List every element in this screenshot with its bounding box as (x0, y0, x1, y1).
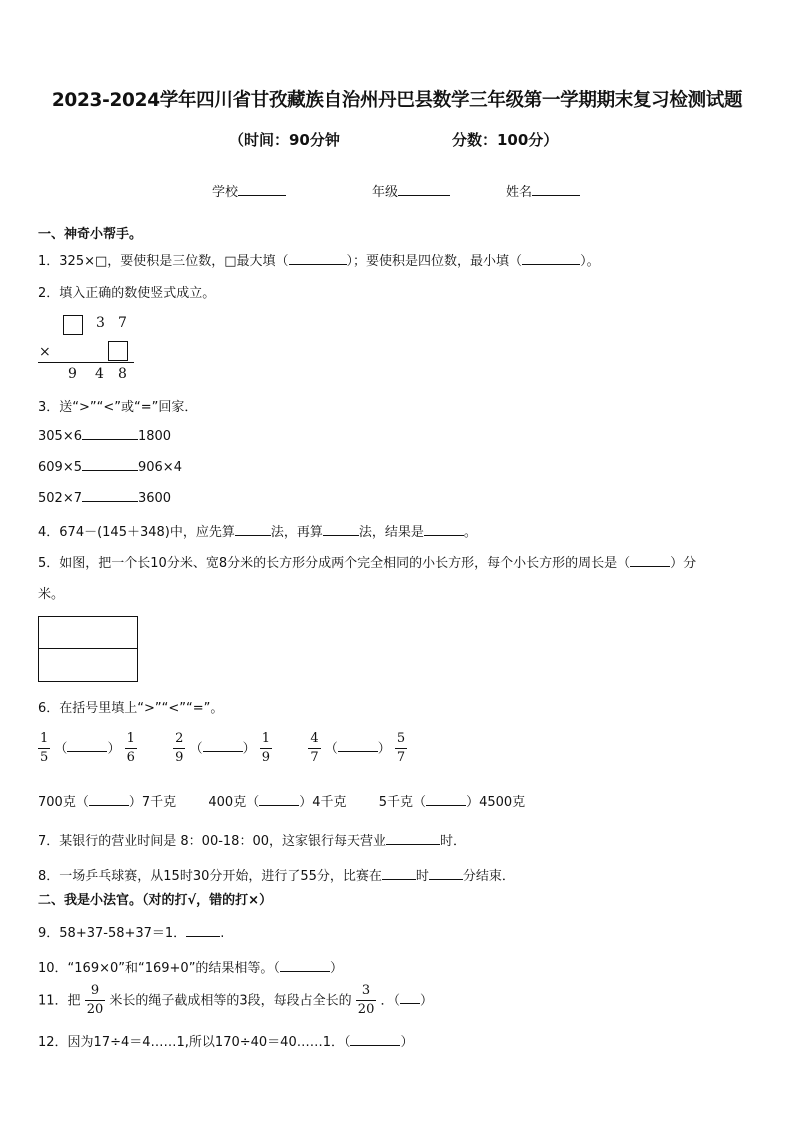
q2-digit: 7 (118, 315, 127, 331)
q3-blank[interactable] (82, 427, 138, 440)
q3-left: 609×5 (38, 460, 82, 475)
paren-close: ） (377, 741, 391, 757)
q4-blank-2[interactable] (323, 523, 359, 536)
q1-blank-1[interactable] (289, 252, 347, 265)
q5-text-a: 5．如图，把一个长10分米、宽8分米的长方形分成两个完全相同的小长方形，每个小长方形的周长是（ (38, 556, 631, 571)
paren-close: ） (242, 741, 256, 757)
q9-text-a: 9．58+37-58+37＝1． (38, 926, 187, 941)
fraction: $\frac{1}{6}$ (126, 731, 135, 766)
question-5 (38, 552, 696, 571)
q3-left: 305×6 (38, 429, 82, 444)
question-1 (38, 250, 600, 269)
question-10 (38, 957, 343, 976)
q8-text-a: 8．一场乒乓球赛，从15时30分开始，进行了55分，比赛在 (38, 869, 382, 884)
q3-right: 3600 (137, 491, 172, 506)
q6-blank[interactable] (338, 739, 378, 752)
q6-fraction-row (38, 732, 407, 766)
q3-left: 502×7 (38, 491, 82, 506)
q6-blank[interactable] (89, 793, 129, 806)
fraction: $\frac{4}{7}$ (310, 731, 319, 766)
q7-blank[interactable] (386, 832, 440, 845)
q6-weight-row (38, 791, 525, 810)
q4-blank-1[interactable] (235, 523, 271, 536)
fraction: $\frac{9}{20}$ (86, 983, 104, 1018)
q4-text-a: 4．674－(145＋348)中，应先算 (38, 525, 235, 540)
paren-close: ） (107, 741, 121, 757)
q4-text-d: 。 (463, 525, 477, 540)
q2-rule-line (38, 362, 134, 363)
q7-text-b: 时． (440, 834, 467, 849)
weight-left: 700克（ (38, 795, 89, 810)
q1-blank-2[interactable] (522, 252, 580, 265)
q10-blank[interactable] (280, 959, 330, 972)
q3-right: 906×4 (137, 460, 182, 475)
q6-blank[interactable] (203, 739, 243, 752)
q8-text-b: 时 (415, 869, 429, 884)
exam-score: 分数：100分） (452, 131, 559, 149)
q5-text-b: ）分 (670, 556, 697, 571)
question-8 (38, 865, 515, 884)
name-field[interactable] (506, 181, 580, 200)
section-1-title: 一、神奇小帮手。 (38, 227, 143, 242)
weight-right: ）4千克 (299, 795, 347, 810)
q6-blank[interactable] (259, 793, 299, 806)
q5-line-2: 米。 (38, 587, 65, 602)
q8-blank-2[interactable] (429, 867, 463, 880)
fraction: $\frac{1}{9}$ (261, 731, 271, 766)
q9-blank[interactable] (186, 924, 220, 937)
rectangle-divider (39, 648, 137, 649)
weight-left: 5千克（ (378, 795, 427, 810)
question-9 (38, 922, 224, 941)
q2-box-top[interactable] (63, 315, 83, 335)
q10-text-b: ） (329, 961, 343, 976)
q11-blank[interactable] (400, 991, 420, 1004)
question-6: 6．在括号里填上“>”“<”“=”。 (38, 701, 224, 716)
q4-text-b: 法，再算 (270, 525, 323, 540)
fraction: $\frac{5}{7}$ (396, 731, 406, 766)
q12-text-a: 12．因为17÷4＝4……1,所以170÷40＝40……1．（ (38, 1035, 351, 1050)
q4-text-c: 法，结果是 (358, 525, 424, 540)
question-11 (38, 984, 433, 1018)
q4-blank-3[interactable] (424, 523, 464, 536)
q6-blank[interactable] (67, 739, 107, 752)
question-4 (38, 521, 477, 540)
paren-open: （ (54, 741, 68, 757)
page-title: 2023-2024学年四川省甘孜藏族自治州丹巴县数学三年级第一学期期末复习检测试题 (51, 90, 743, 111)
q2-box-bottom[interactable] (108, 341, 128, 361)
q12-blank[interactable] (350, 1033, 400, 1046)
paren-open: （ (189, 741, 203, 757)
name-label: 姓名 (506, 185, 533, 200)
question-3: 3．送“>”“<”或“=”回家． (38, 400, 198, 415)
q12-text-b: ） (400, 1035, 414, 1050)
q2-digit: 3 (96, 315, 105, 331)
q10-text-a: 10．“169×0”和“169+0”的结果相等。（ (38, 961, 280, 976)
q3-blank[interactable] (82, 489, 138, 502)
fraction: $\frac{2}{9}$ (175, 731, 184, 766)
q7-text-a: 7．某银行的营业时间是 8：00-18：00，这家银行每天营业 (38, 834, 386, 849)
grade-field[interactable] (372, 181, 450, 200)
section-2-title: 二、我是小法官。（对的打√，错的打×） (38, 893, 273, 908)
school-blank[interactable] (238, 183, 286, 196)
q11-text-a: 11．把 (38, 993, 81, 1009)
name-blank[interactable] (532, 183, 580, 196)
q2-result-digit: 8 (118, 366, 127, 382)
q8-blank-1[interactable] (382, 867, 416, 880)
q5-blank[interactable] (630, 554, 670, 567)
q11-text-d: ） (420, 993, 434, 1009)
grade-label: 年级 (372, 185, 399, 200)
multiply-sign: × (39, 344, 51, 360)
q11-text-b: 米长的绳子截成相等的3段，每段占全长的 (109, 993, 352, 1009)
weight-right: ）4500克 (466, 795, 526, 810)
q3-item (38, 427, 171, 444)
question-12 (38, 1031, 414, 1050)
q1-text-c: ）。 (580, 254, 600, 269)
q1-text-a: 1．325×□，要使积是三位数，□最大填（ (38, 254, 289, 269)
rectangle-figure (38, 616, 138, 682)
q3-item (38, 489, 171, 506)
weight-left: 400克（ (208, 795, 260, 810)
fraction: $\frac{3}{20}$ (357, 983, 375, 1018)
grade-blank[interactable] (398, 183, 450, 196)
q8-text-c: 分结束． (462, 869, 515, 884)
exam-time: （时间：90分钟 (229, 131, 340, 149)
q3-blank[interactable] (82, 458, 138, 471)
q3-item (38, 458, 182, 475)
question-2: 2．填入正确的数使竖式成立。 (38, 286, 216, 301)
question-7 (38, 830, 466, 849)
q9-text-b: . (220, 926, 225, 941)
q2-result-digit: 4 (95, 366, 104, 382)
school-label: 学校 (212, 185, 239, 200)
paren-open: （ (324, 741, 338, 757)
school-field[interactable] (212, 181, 286, 200)
weight-right: ）7千克 (128, 795, 177, 810)
q6-blank[interactable] (426, 793, 466, 806)
q3-right: 1800 (137, 429, 172, 444)
q1-text-b: ）；要使积是四位数，最小填（ (346, 254, 523, 269)
fraction: $\frac{1}{5}$ (40, 731, 49, 766)
q11-text-c: ．（ (380, 993, 400, 1009)
q2-result-digit: 9 (68, 366, 77, 382)
